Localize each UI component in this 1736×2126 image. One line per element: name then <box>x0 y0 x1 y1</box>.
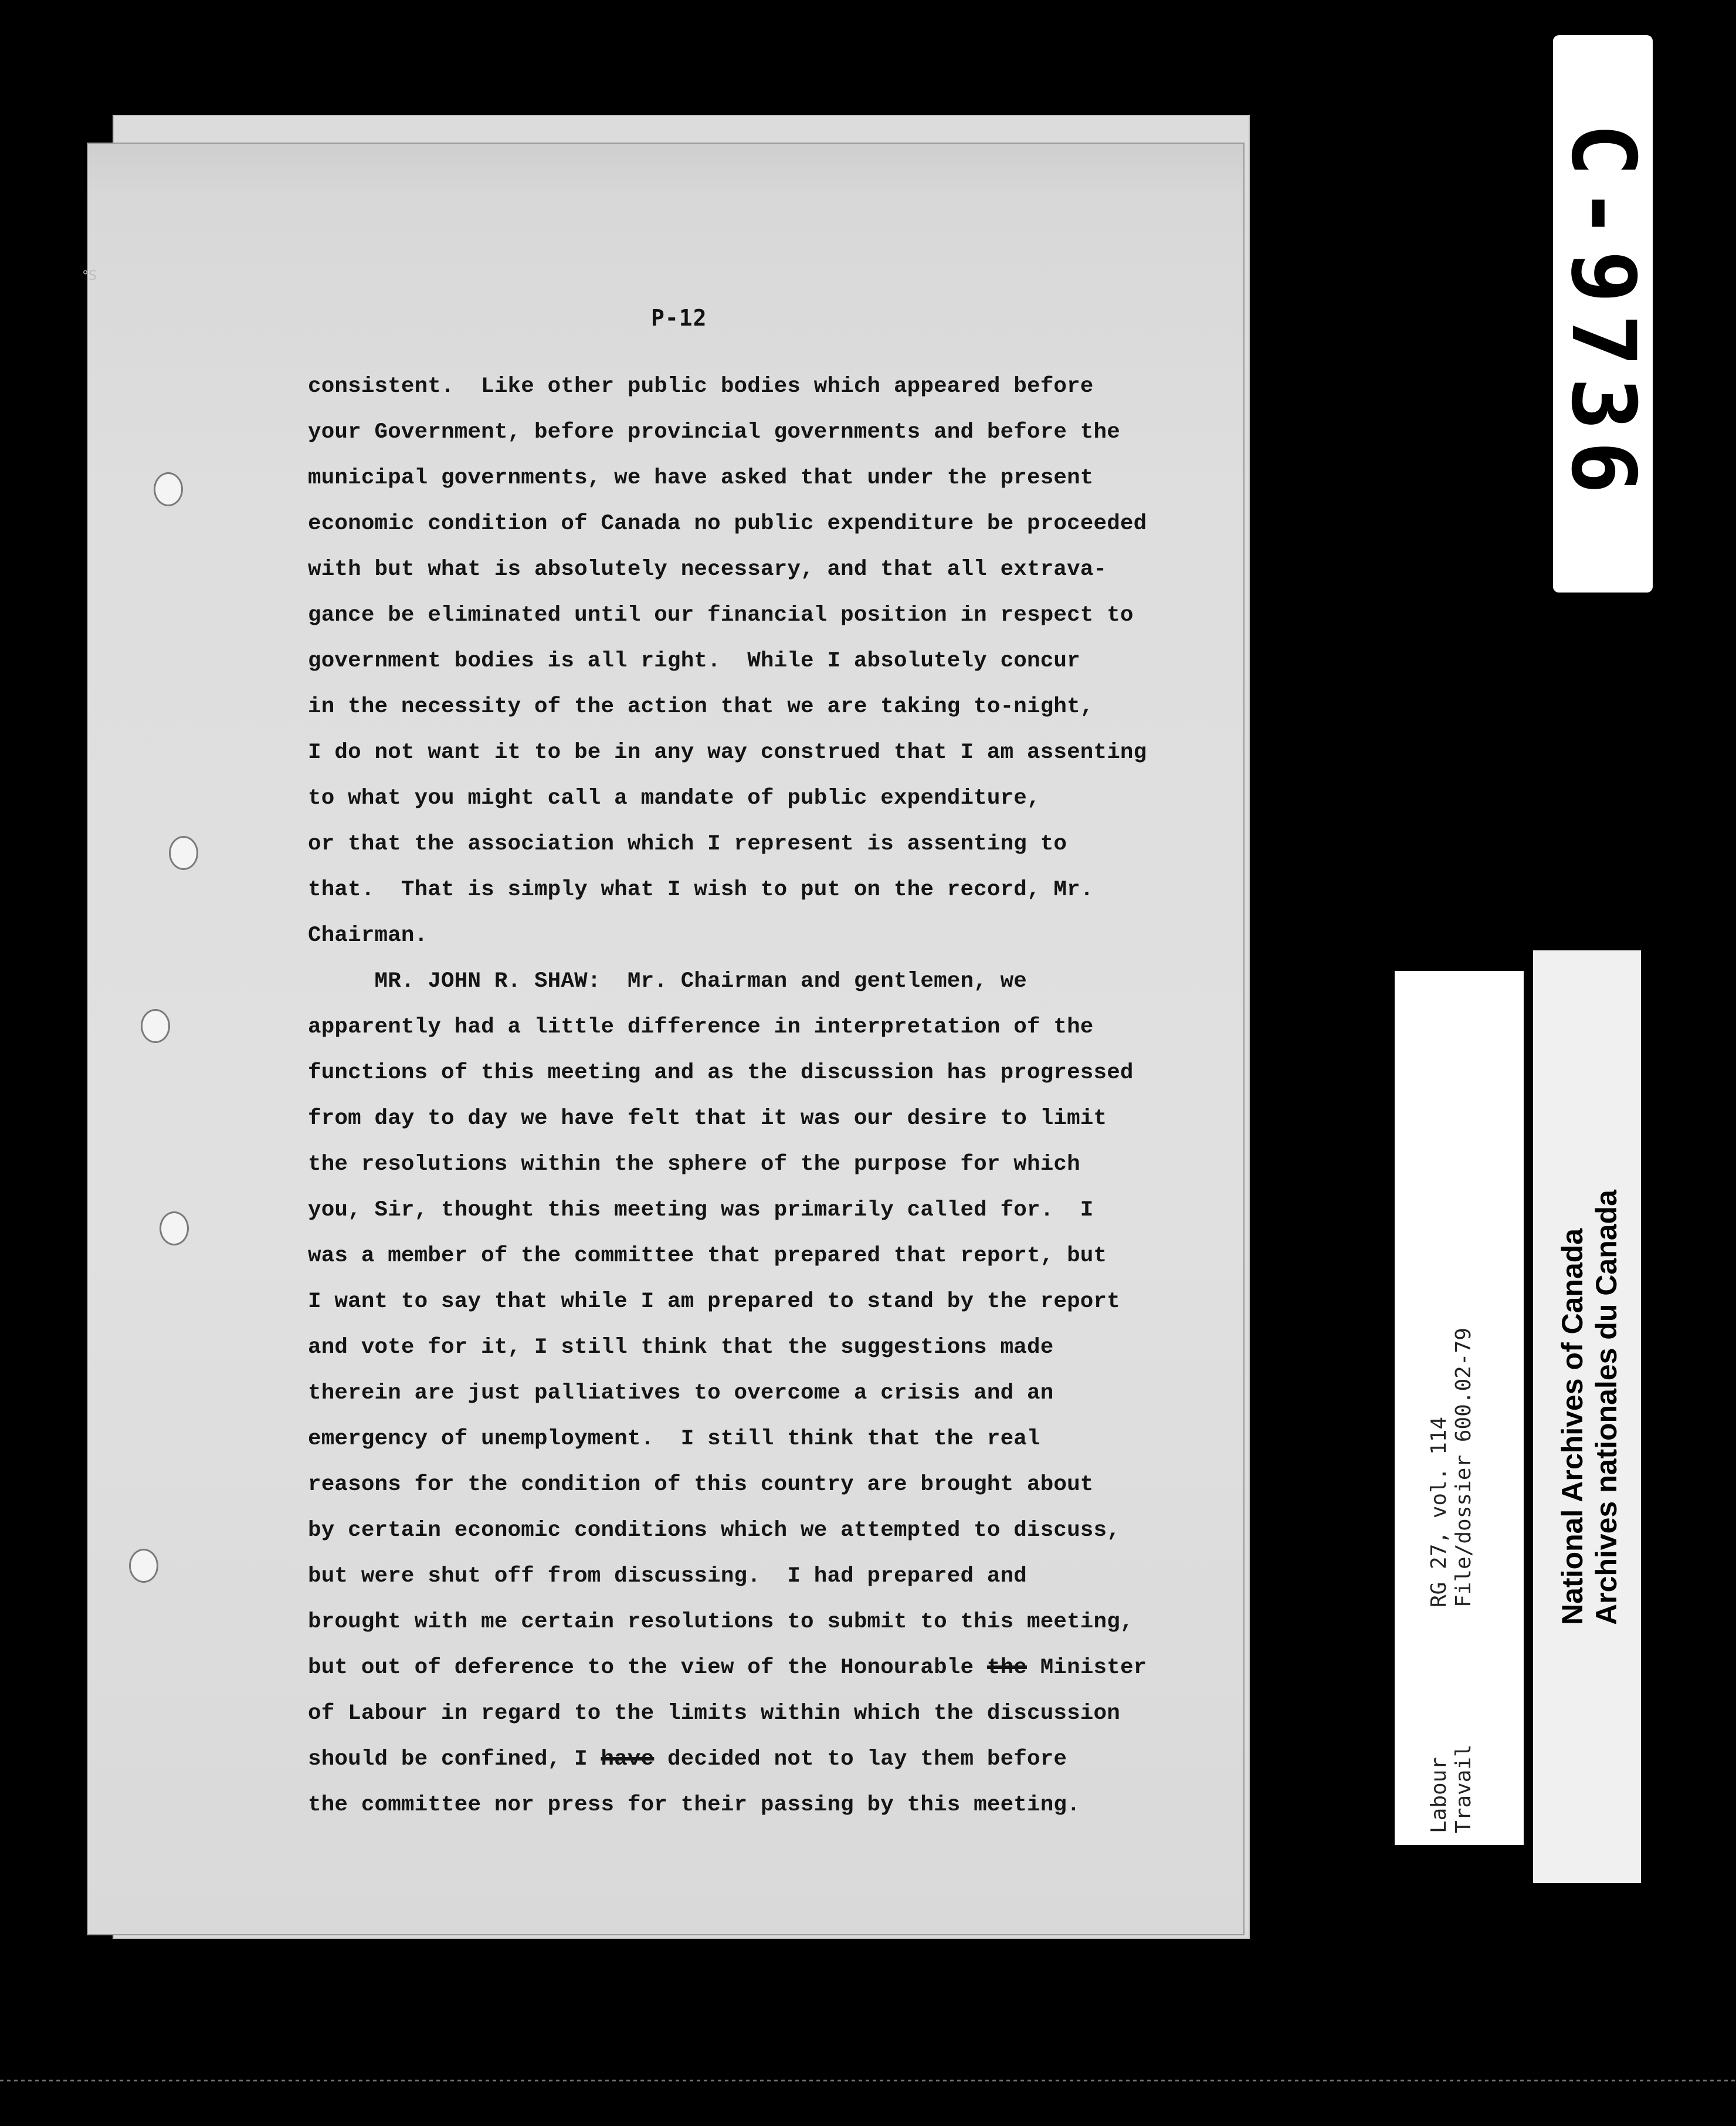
text-line: the committee nor press for their passing by this meeting. <box>308 1793 1080 1817</box>
text-line: and vote for it, I still think that the suggestions made <box>308 1335 1054 1360</box>
text-line: I do not want it to be in any way construed that I am assenting <box>308 740 1147 765</box>
punch-hole <box>169 836 198 870</box>
text-segment: Minister <box>1027 1656 1147 1680</box>
text-line: consistent. Like other public bodies which appeared before <box>308 374 1094 399</box>
text-line: with but what is absolutely necessary, and that all extrava- <box>308 557 1107 582</box>
page-number: P-12 <box>651 305 707 331</box>
text-line: I want to say that while I am prepared to stand by the report <box>308 1289 1120 1314</box>
text-line: functions of this meeting and as the discussion has progressed <box>308 1061 1134 1085</box>
frame-number-label <box>1553 35 1653 593</box>
file-reference: File/dossier 600.02-79 <box>1452 1328 1476 1607</box>
text-line: gance be eliminated until our financial position in respect to <box>308 603 1134 628</box>
text-line: therein are just palliatives to overcome a crisis and an <box>308 1381 1054 1406</box>
text-line: reasons for the condition of this country are brought about <box>308 1472 1094 1497</box>
stray-mark: °S <box>82 269 97 283</box>
institution-name-english: National Archives of Canada <box>1556 1228 1589 1625</box>
archives-label <box>1533 950 1641 1883</box>
text-line: emergency of unemployment. I still think that the real <box>308 1427 1040 1451</box>
text-segment: but out of deference to the view of the Honourable <box>308 1656 987 1680</box>
text-line: the resolutions within the sphere of the purpose for which <box>308 1152 1080 1177</box>
film-edge <box>0 2080 1736 2081</box>
department-french: Travail <box>1452 1744 1476 1833</box>
text-line: in the necessity of the action that we are taking to-night, <box>308 695 1094 719</box>
text-line: to what you might call a mandate of public expenditure, <box>308 786 1040 811</box>
text-line: apparently had a little difference in interpretation of the <box>308 1015 1094 1040</box>
text-line: by certain economic conditions which we attempted to discuss, <box>308 1518 1120 1543</box>
struck-out-text: have <box>601 1747 655 1772</box>
text-line: economic condition of Canada no public expenditure be proceeded <box>308 512 1147 536</box>
text-line: but were shut off from discussing. I had prepared and <box>308 1564 1027 1589</box>
text-line: government bodies is all right. While I absolutely concur <box>308 649 1080 673</box>
punch-hole <box>160 1211 189 1245</box>
text-line: brought with me certain resolutions to submit to this meeting, <box>308 1610 1134 1634</box>
reference-label <box>1395 971 1524 1845</box>
struck-out-text: the <box>986 1656 1028 1680</box>
text-line <box>308 1645 1199 1691</box>
text-line: that. That is simply what I wish to put on the record, Mr. <box>308 878 1094 902</box>
text-line <box>308 1736 1199 1782</box>
punch-hole <box>154 472 183 506</box>
punch-hole <box>141 1009 170 1043</box>
text-segment: decided not to lay them before <box>654 1747 1067 1772</box>
department-english: Labour <box>1427 1756 1451 1833</box>
punch-hole <box>129 1549 158 1583</box>
frame-number: C-9736 <box>1552 123 1654 505</box>
text-line: Chairman. <box>308 923 428 948</box>
text-line: from day to day we have felt that it was our desire to limit <box>308 1106 1107 1131</box>
text-line: you, Sir, thought this meeting was primarily called for. I <box>308 1198 1094 1223</box>
text-line: MR. JOHN R. SHAW: Mr. Chairman and gentlemen, we <box>308 969 1027 994</box>
text-line: or that the association which I represent is assenting to <box>308 832 1067 857</box>
text-line: municipal governments, we have asked that under the present <box>308 466 1094 490</box>
typed-text-body <box>308 364 1199 1828</box>
text-line: of Labour in regard to the limits within which the discussion <box>308 1701 1120 1726</box>
record-group-reference: RG 27, vol. 114 <box>1427 1416 1451 1607</box>
institution-name-french: Archives nationales du Canada <box>1590 1190 1623 1625</box>
text-line: was a member of the committee that prepared that report, but <box>308 1244 1107 1268</box>
text-segment: should be confined, I <box>308 1747 601 1772</box>
text-line: your Government, before provincial governments and before the <box>308 420 1120 445</box>
